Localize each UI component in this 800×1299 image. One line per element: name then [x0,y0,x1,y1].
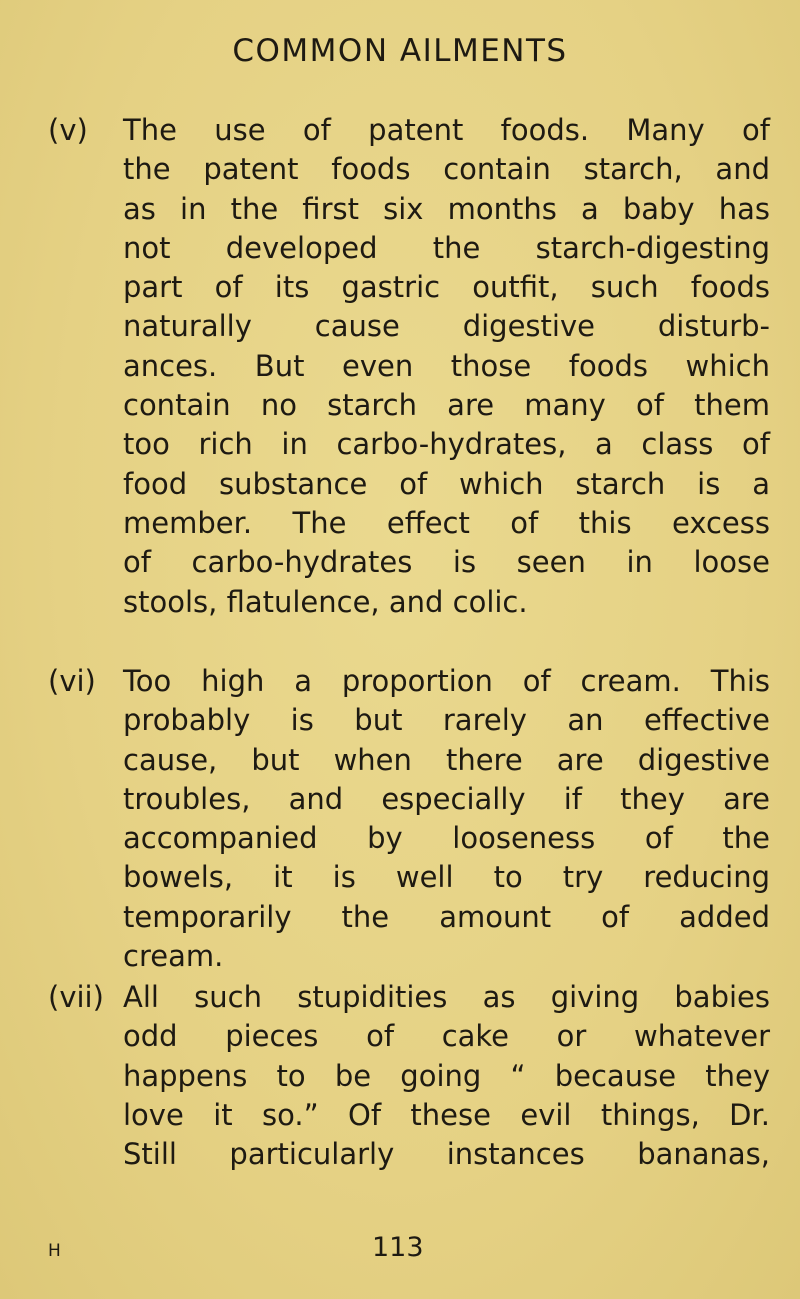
list-item-v [48,111,772,622]
text-line: as in the first six months a baby has [123,191,770,226]
signature-mark: H [48,1241,61,1261]
item-number: (vi) [48,664,96,698]
text-line: temporarily the amount of added [123,899,770,934]
text-line: Still particularly instances bananas, [123,1137,770,1172]
item-number: (vii) [48,980,104,1014]
text-line: love it so.” Of these evil things, Dr. [123,1097,770,1132]
text-line: cause, but when there are digestive [123,742,770,777]
text-line: The use of patent foods. Many of [123,113,770,147]
running-head: COMMON AILMENTS [232,33,568,69]
text-line: ances. But even those foods which [123,348,770,383]
text-line: Too high a proportion of cream. This [123,664,770,698]
text-line: probably is but rarely an effective [123,703,770,738]
text-line: food substance of which starch is a [123,466,770,501]
text-line: stools, flatulence, and colic. [123,584,528,619]
text-line: bowels, it is well to try reducing [123,860,770,895]
text-line: the patent foods contain starch, and [123,152,770,187]
text-line: All such stupidities as giving babies [123,980,770,1014]
text-line: cream. [123,939,224,974]
text-line: member. The effect of this excess [123,505,770,540]
list-item-vii [48,978,772,1174]
text-line: not developed the starch-digesting [123,230,770,265]
text-line: of carbo-hydrates is seen in loose [123,545,770,580]
item-number: (v) [48,113,88,147]
item-body [123,111,770,622]
text-line: part of its gastric outfit, such foods [123,270,770,305]
text-line: accompanied by looseness of the [123,821,770,856]
text-line: troubles, and especially if they are [123,781,770,816]
item-body [123,978,770,1174]
text-line: happens to be going “ because they [123,1058,770,1093]
text-line: too rich in carbo-hydrates, a class of [123,427,770,462]
text-line: contain no starch are many of them [123,388,770,423]
text-line: odd pieces of cake or whatever [123,1019,770,1054]
list-item-vi [48,662,772,976]
page-number: 113 [372,1232,424,1263]
item-body [123,662,770,976]
text-line: naturally cause digestive disturb- [123,309,770,344]
